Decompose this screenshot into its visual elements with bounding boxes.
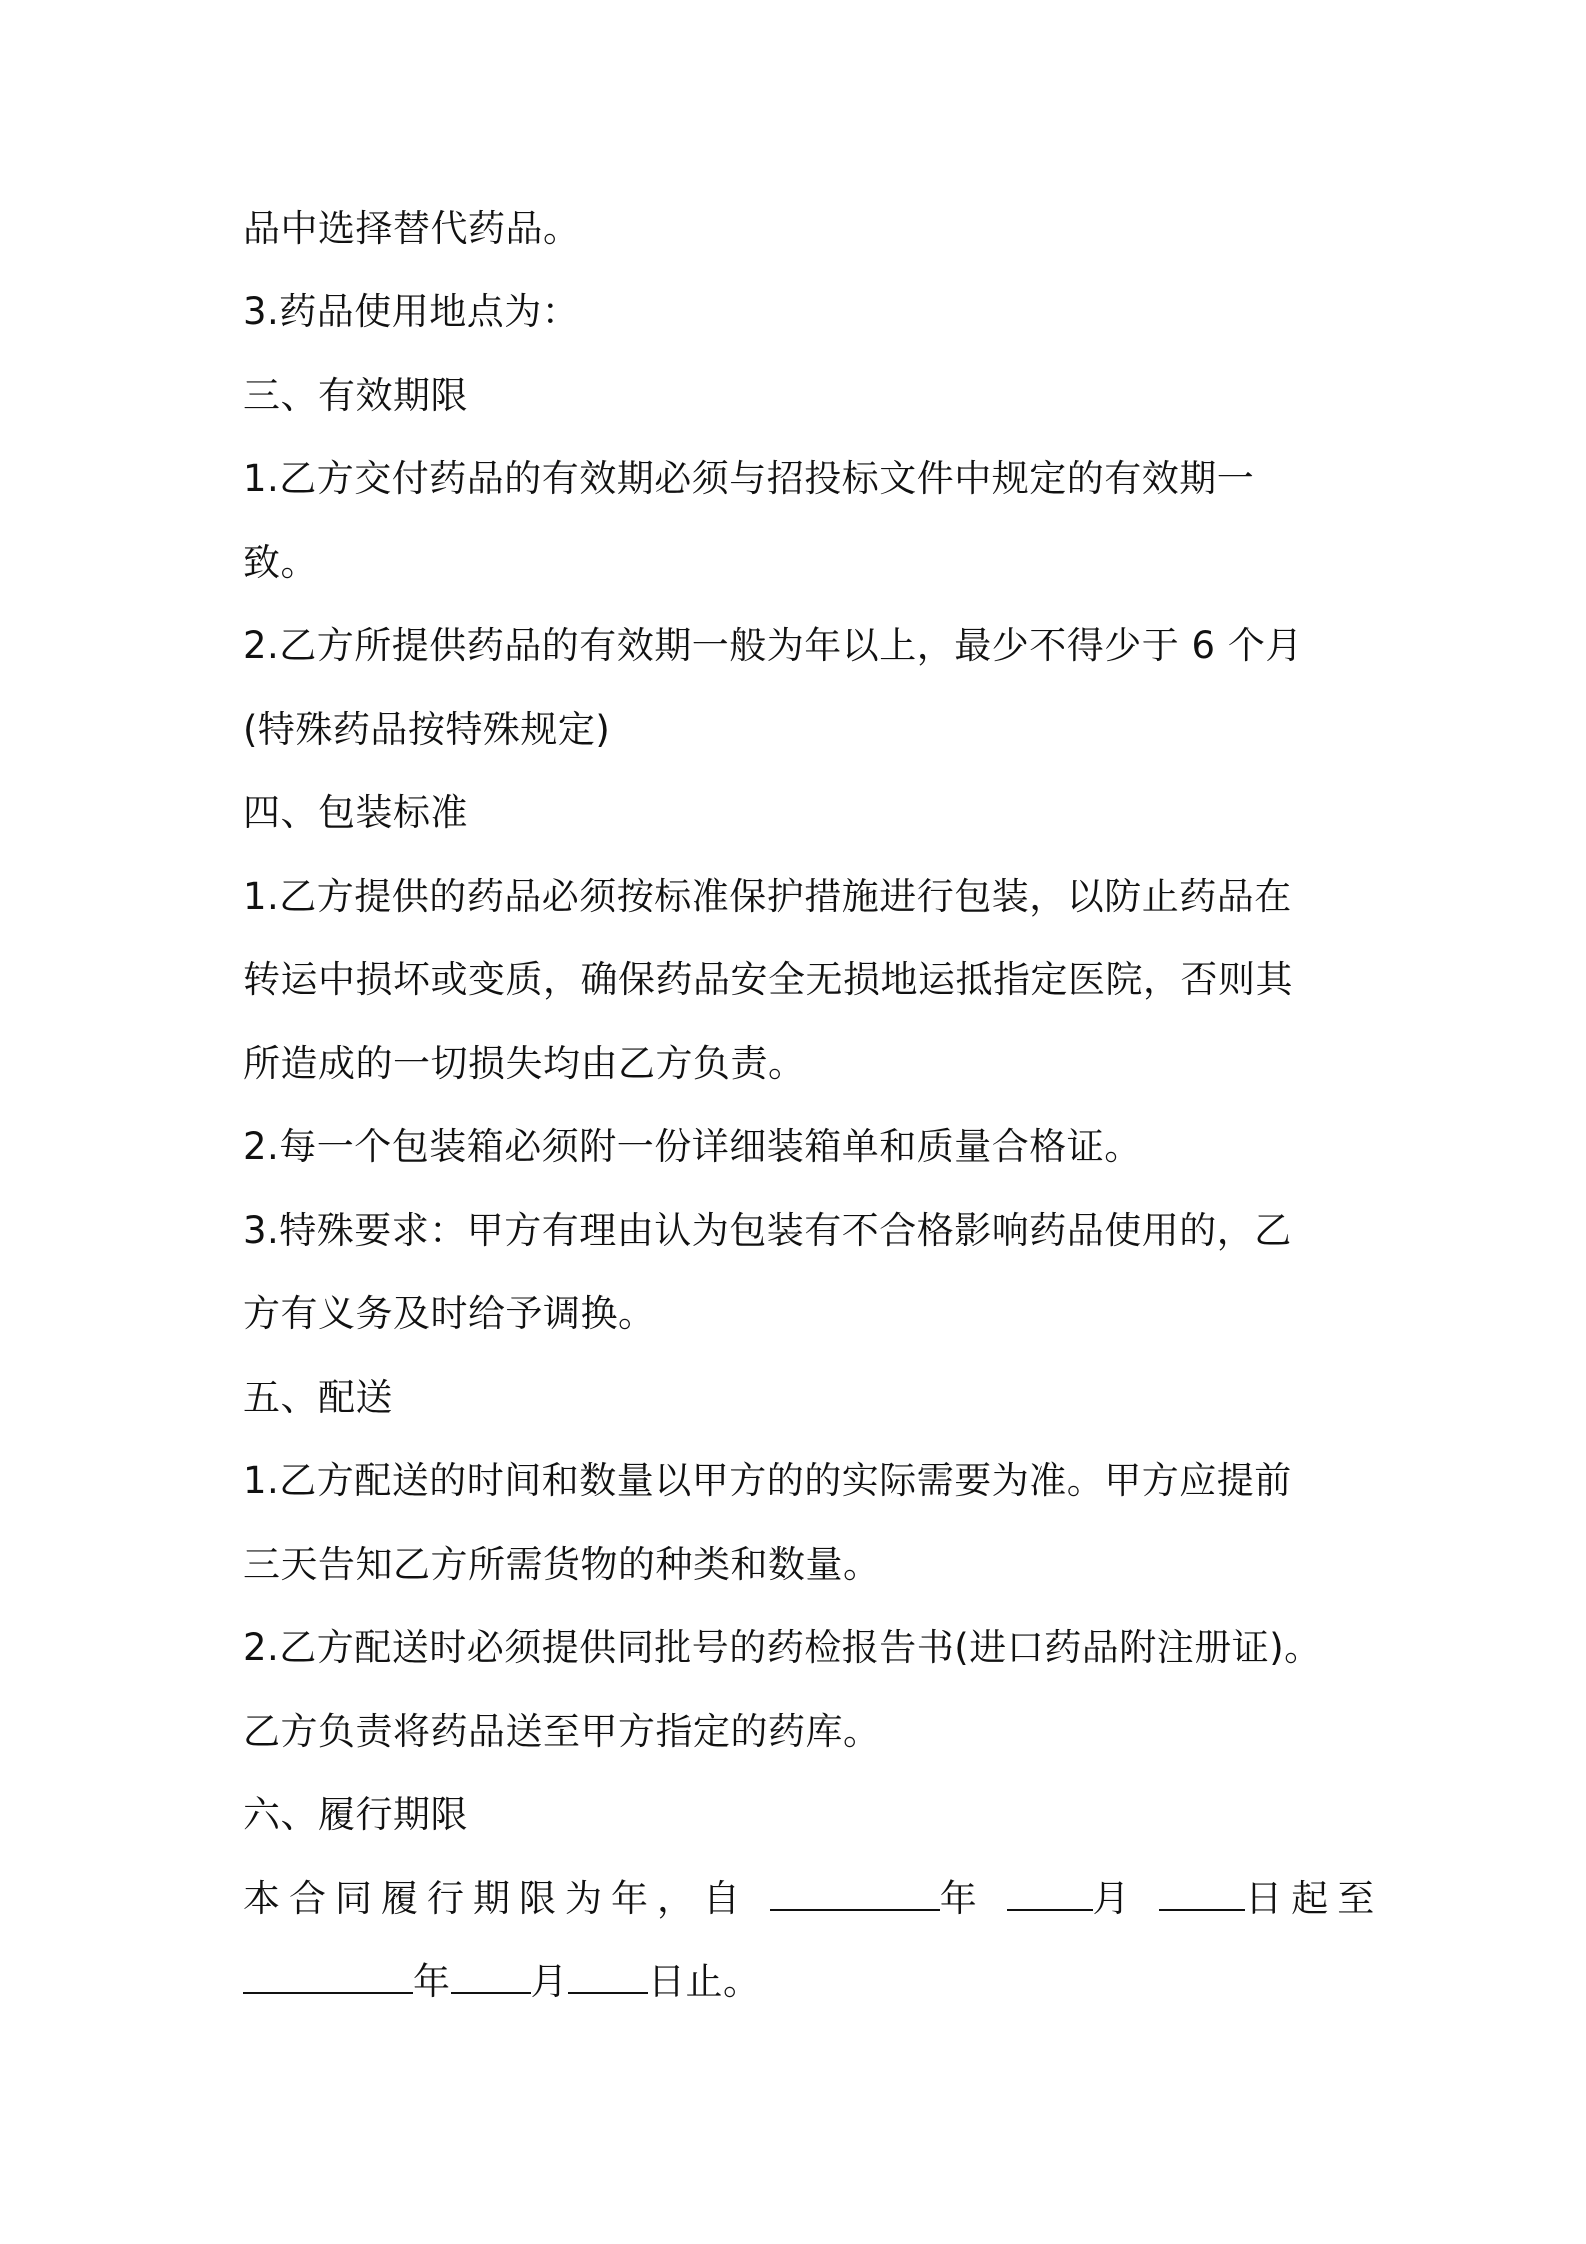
text-line-11: 所造成的一切损失均由乙方负责。 — [243, 1042, 806, 1085]
text-line-5: 致。 — [243, 541, 318, 584]
section-heading-5: 五、配送 — [243, 1376, 393, 1419]
section-heading-3: 三、有效期限 — [243, 374, 468, 417]
term-line-2 — [243, 1958, 761, 2006]
text-line-14: 方有义务及时给予调换。 — [243, 1292, 656, 1335]
text-line-7: (特殊药品按特殊规定) — [243, 708, 611, 751]
term-end-year-label: 年 — [413, 1960, 451, 2003]
blank-end-year — [243, 1962, 413, 1994]
text-line-12: 2.每一个包装箱必须附一份详细装箱单和质量合格证。 — [243, 1125, 1142, 1168]
blank-end-day — [568, 1962, 648, 1994]
text-line-4: 1.乙方交付药品的有效期必须与招投标文件中规定的有效期一 — [243, 457, 1255, 500]
term-prefix: 本合同履行期限为年，自 — [243, 1877, 749, 1920]
blank-start-year — [770, 1879, 940, 1911]
term-end-day-label: 日止。 — [648, 1960, 761, 2003]
section-heading-4: 四、包装标准 — [243, 791, 468, 834]
blank-end-month — [451, 1962, 531, 1994]
text-line-2: 3.药品使用地点为： — [243, 290, 580, 333]
text-line-1: 品中选择替代药品。 — [243, 207, 581, 250]
text-line-10: 转运中损坏或变质，确保药品安全无损地运抵指定医院，否则其 — [243, 958, 1293, 1001]
term-month-label: 月 — [1092, 1877, 1139, 1920]
text-line-19: 乙方负责将药品送至甲方指定的药库。 — [243, 1710, 881, 1753]
text-line-16: 1.乙方配送的时间和数量以甲方的的实际需要为准。甲方应提前 — [243, 1459, 1292, 1502]
term-end-month-label: 月 — [530, 1960, 568, 2003]
term-line-1 — [243, 1875, 1383, 1923]
section-heading-6: 六、履行期限 — [243, 1793, 468, 1836]
blank-start-month — [1007, 1879, 1093, 1911]
blank-start-day — [1159, 1879, 1245, 1911]
text-line-9: 1.乙方提供的药品必须按标准保护措施进行包装，以防止药品在 — [243, 875, 1292, 918]
term-year-label: 年 — [939, 1877, 986, 1920]
text-line-6: 2.乙方所提供药品的有效期一般为年以上，最少不得少于 6 个月 — [243, 624, 1303, 667]
term-day-label: 日起至 — [1245, 1877, 1384, 1920]
text-line-18: 2.乙方配送时必须提供同批号的药检报告书(进口药品附注册证)。 — [243, 1626, 1322, 1669]
text-line-13: 3.特殊要求：甲方有理由认为包装有不合格影响药品使用的，乙 — [243, 1209, 1292, 1252]
text-line-17: 三天告知乙方所需货物的种类和数量。 — [243, 1543, 881, 1586]
